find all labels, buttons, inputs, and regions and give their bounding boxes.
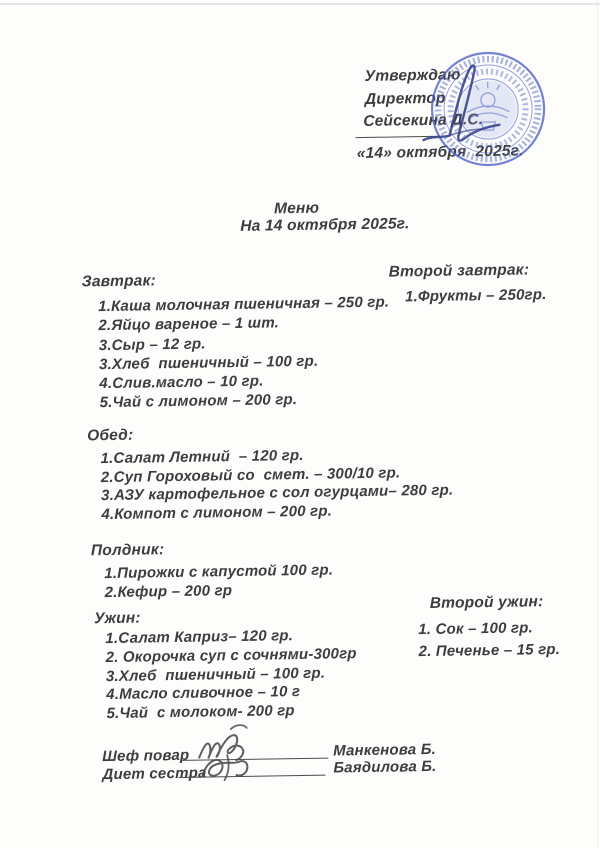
menu-date: На 14 октября 2025г.	[240, 215, 410, 235]
menu-item: 1.Пирожки с капустой 100 гр.	[104, 561, 334, 583]
section-heading-dinner: Ужин:	[93, 609, 141, 628]
section-heading-second-dinner: Второй ужин:	[429, 593, 544, 612]
diet-nurse-role-label: Диет сестра	[102, 764, 207, 784]
menu-item: 2. Печенье – 15 гр.	[418, 640, 561, 661]
lunch-items	[100, 445, 453, 525]
menu-item: 3.Хлеб пшеничный – 100 гр.	[105, 664, 326, 685]
approval-word: Утверждаю	[364, 66, 461, 85]
menu-item: 2.Суп Гороховый со смет. – 300/10 гр.	[100, 464, 401, 486]
menu-item: 2.Яйцо вареное – 1 шт.	[98, 314, 280, 335]
approval-date: «14» октября 2025г.	[356, 142, 524, 163]
menu-item: 3.АЗУ картофельное с сол огурцами– 280 гр.	[100, 482, 454, 505]
menu-item: 1.Салат Каприз– 120 гр.	[105, 627, 294, 648]
menu-item: 1.Каша молочная пшеничная – 250 гр.	[97, 293, 390, 316]
approver-title: Директор	[364, 89, 446, 108]
menu-item: 4.Масло сливочное – 10 г	[106, 683, 301, 704]
menu-item: 2.Кефир – 200 гр	[104, 582, 233, 602]
approver-name: Сейсекина Д.С.	[363, 111, 484, 130]
menu-item: 1.Салат Летний – 120 гр.	[100, 446, 304, 468]
menu-item: 4.Слив.масло – 10 гр.	[99, 372, 264, 393]
menu-item: 5.Чай с лимоном – 200 гр.	[99, 391, 298, 412]
section-heading-afternoon-snack: Полдник:	[90, 541, 165, 560]
diet-nurse-handwritten-signature	[197, 753, 263, 784]
menu-item: 2. Окорочка суп с сочнями-300гр	[105, 644, 357, 666]
breakfast-items	[98, 293, 391, 413]
menu-item: 3.Хлеб пшеничный – 100 гр.	[98, 352, 319, 374]
menu-item: 5.Чай с молоком- 200 гр	[106, 702, 295, 723]
second-dinner-items	[418, 617, 560, 663]
section-heading-lunch: Обед:	[87, 426, 134, 445]
menu-item: 1.Фрукты – 250гр.	[404, 286, 547, 306]
menu-item: 3.Сыр – 12 гр.	[98, 335, 206, 354]
diet-nurse-name: Баядилова Б.	[333, 757, 437, 777]
menu-item: 4.Компот с лимоном – 200 гр.	[101, 502, 333, 524]
section-heading-second-breakfast: Второй завтрак:	[388, 261, 530, 281]
chef-name: Манкенова Б.	[333, 740, 437, 760]
director-handwritten-signature	[414, 54, 531, 156]
menu-item: 1. Сок – 100 гр.	[418, 619, 534, 639]
section-heading-breakfast: Завтрак:	[81, 272, 157, 291]
afternoon-snack-items	[104, 560, 333, 602]
dinner-items	[105, 626, 358, 724]
chef-role-label: Шеф повар	[102, 746, 190, 766]
menu-title: Меню	[273, 199, 320, 218]
